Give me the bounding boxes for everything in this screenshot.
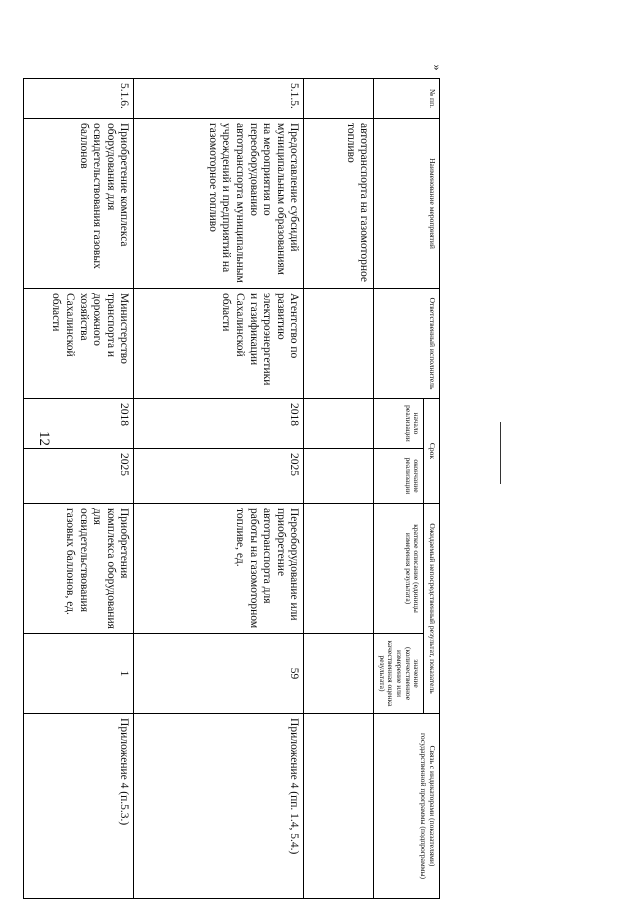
header-executor: Ответственный исполнитель (374, 289, 440, 399)
closing-quote: » (430, 64, 445, 71)
cell-end: 2025 (24, 449, 134, 504)
cell-desc (304, 504, 374, 634)
table-row (134, 79, 304, 899)
cell-start: 2018 (24, 399, 134, 449)
table-row (304, 79, 374, 899)
header-no: № пп. (374, 79, 440, 119)
cell-name: Предоставление субсидий муниципальным образованиям на мероприятия по переоборудованию автотранспорта муниципальным учреждений и предприятий на газомоторное топливо (134, 119, 304, 289)
cell-link: Приложение 4 (пп. 1.4, 5.4.) (134, 714, 304, 899)
cell-start (304, 399, 374, 449)
header-term: Срок (424, 399, 440, 504)
header-link: Связь с индикаторами (показателями) государственной программы (подпрограммы) (374, 714, 440, 899)
cell-name: Приобретение комплекса оборудования для освидетельствования газовых баллонов (24, 119, 134, 289)
cell-no: 5.1.6. (24, 79, 134, 119)
cell-end: 2025 (134, 449, 304, 504)
cell-desc: Приобретения комплекса оборудования для освидетельствования газовых баллонов, ед. (24, 504, 134, 634)
cell-executor (304, 289, 374, 399)
table-header (374, 79, 440, 899)
page-number: 12 (36, 431, 52, 446)
cell-no: 5.1.5. (134, 79, 304, 119)
cell-value: 1 (24, 634, 134, 714)
cell-end (304, 449, 374, 504)
measures-table (23, 78, 440, 899)
header-term-end: окончание реализации (374, 449, 424, 504)
cell-desc: Переоборудование или приобретение автотранспорта для работы на газомоторном топливе, ед. (134, 504, 304, 634)
cell-value (304, 634, 374, 714)
header-result-value: значение (количественное измерение или качественная оценка результата) (374, 634, 424, 714)
header-name: Наименование мероприятий (374, 119, 440, 289)
cell-value: 59 (134, 634, 304, 714)
header-result: Ожидаемый непосредственный результат, показатель (424, 504, 440, 714)
cell-link (304, 714, 374, 899)
cell-no (304, 79, 374, 119)
cell-executor: Министерство транспорта и дорожного хозяйства Сахалинской области (24, 289, 134, 399)
table-row (24, 79, 134, 899)
cell-name: автотранспорта на газомоторное топливо (304, 119, 374, 289)
cell-start: 2018 (134, 399, 304, 449)
measures-table-wrapper (50, 78, 440, 898)
horizontal-rule (500, 422, 501, 484)
cell-link: Приложение 4 (п.5.3.) (24, 714, 134, 899)
cell-executor: Агентство по развитию электроэнергетики и газификации Сахалинской области (134, 289, 304, 399)
header-term-start: начало реализации (374, 399, 424, 449)
header-result-desc: краткое описание (единицы измерения результата) (374, 504, 424, 634)
